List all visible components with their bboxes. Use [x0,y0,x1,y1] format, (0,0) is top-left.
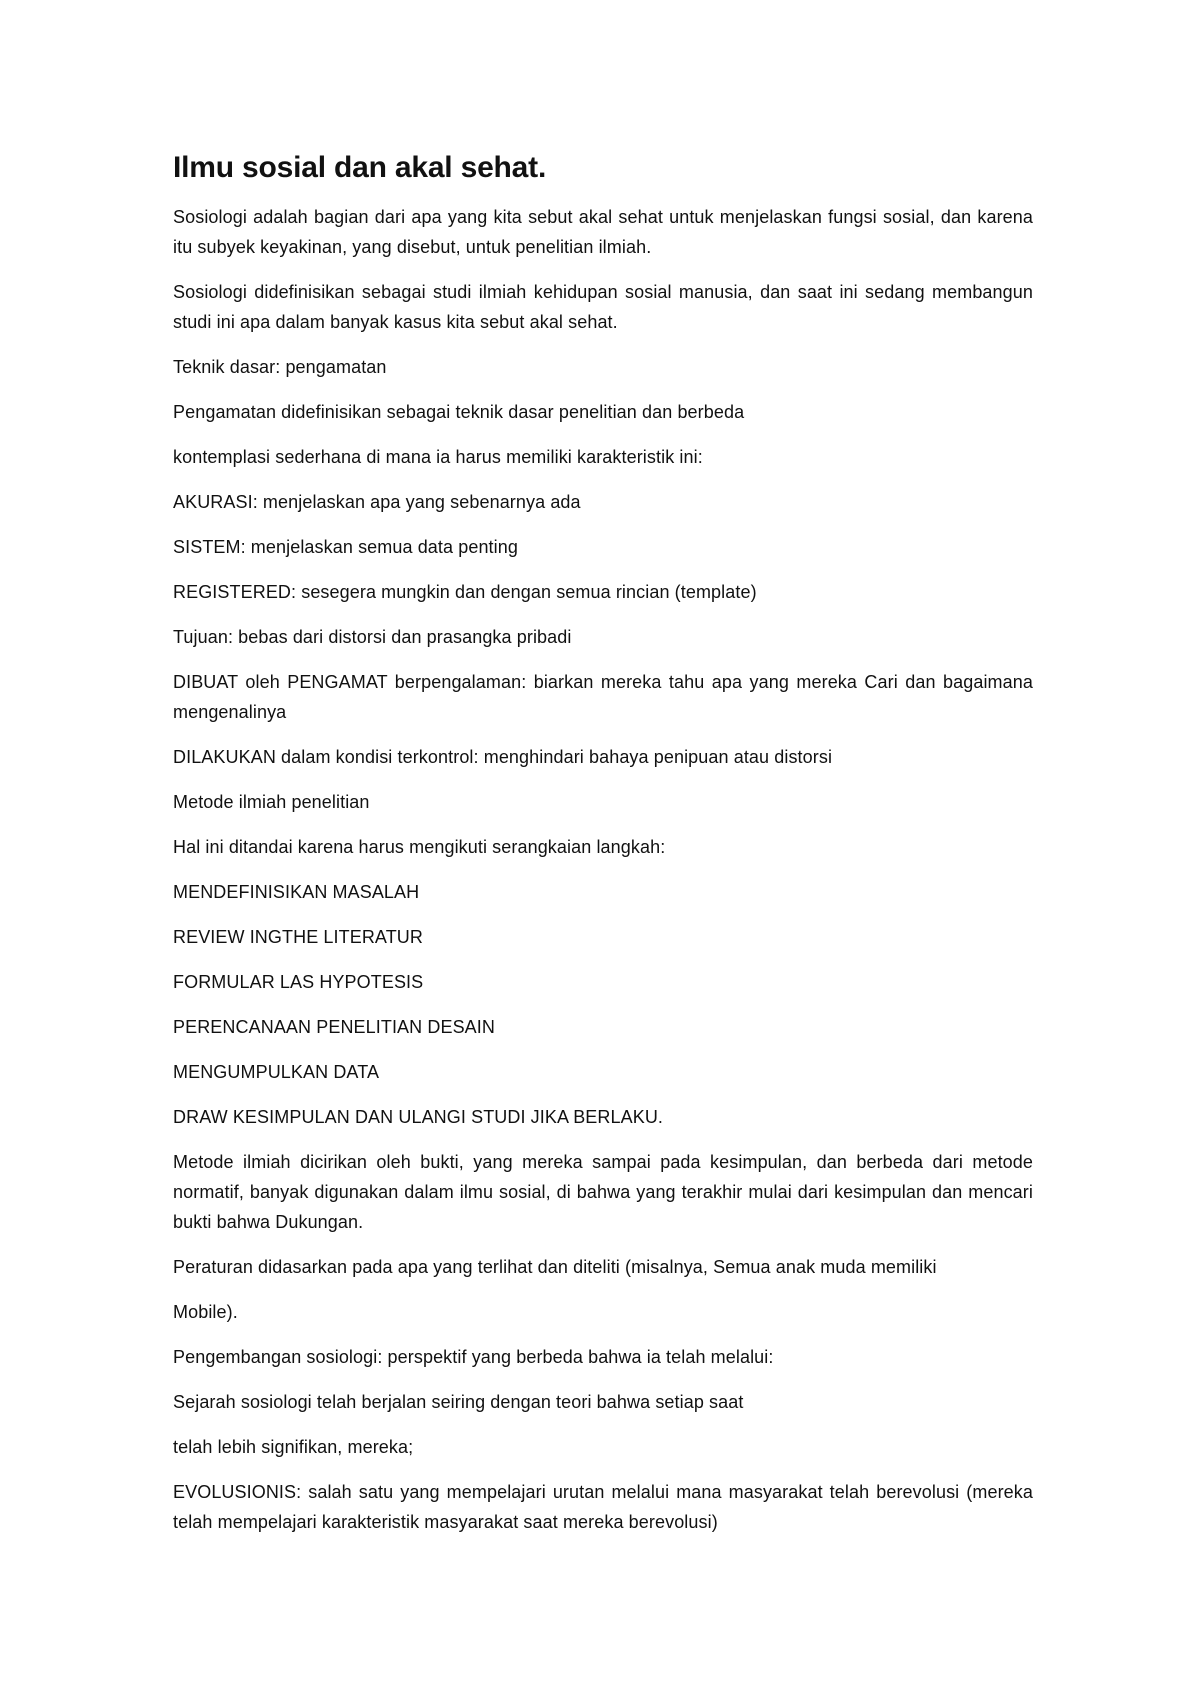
paragraph: AKURASI: menjelaskan apa yang sebenarnya ada [173,492,581,512]
paragraph: Metode ilmiah dicirikan oleh bukti, yang mereka sampai pada kesimpulan, dan berbeda dari metode normatif, banyak digunakan dalam ilmu sosial, di bahwa yang terakhir mulai dari kesimpulan dan mencari bukti bahwa Dukungan. [173,1152,1033,1232]
paragraph: Sejarah sosiologi telah berjalan seiring dengan teori bahwa setiap saat [173,1392,744,1412]
paragraph: Sosiologi didefinisikan sebagai studi ilmiah kehidupan sosial manusia, dan saat ini sedang membangun studi ini apa dalam banyak kasus kita sebut akal sehat. [173,282,1033,332]
paragraph: MENDEFINISIKAN MASALAH [173,882,420,902]
paragraph: kontemplasi sederhana di mana ia harus memiliki karakteristik ini: [173,447,703,467]
paragraph: Hal ini ditandai karena harus mengikuti serangkaian langkah: [173,837,666,857]
paragraph: SISTEM: menjelaskan semua data penting [173,537,518,557]
paragraph: DILAKUKAN dalam kondisi terkontrol: menghindari bahaya penipuan atau distorsi [173,747,833,767]
paragraph: Teknik dasar: pengamatan [173,357,387,377]
paragraph: DIBUAT oleh PENGAMAT berpengalaman: biarkan mereka tahu apa yang mereka Cari dan bagaimana mengenalinya [173,672,1033,722]
paragraph: FORMULAR LAS HYPOTESIS [173,972,424,992]
paragraph: Pengamatan didefinisikan sebagai teknik dasar penelitian dan berbeda [173,402,745,422]
document-page [173,150,1033,1552]
paragraph: DRAW KESIMPULAN DAN ULANGI STUDI JIKA BERLAKU. [173,1107,664,1127]
paragraph: Peraturan didasarkan pada apa yang terlihat dan diteliti (misalnya, Semua anak muda memiliki [173,1257,937,1277]
paragraph: telah lebih signifikan, mereka; [173,1437,414,1457]
paragraph: REVIEW INGTHE LITERATUR [173,927,423,947]
paragraph: Pengembangan sosiologi: perspektif yang berbeda bahwa ia telah melalui: [173,1347,774,1367]
paragraph: REGISTERED: sesegera mungkin dan dengan semua rincian (template) [173,582,757,602]
paragraph: PERENCANAAN PENELITIAN DESAIN [173,1017,495,1037]
paragraph: Tujuan: bebas dari distorsi dan prasangka pribadi [173,627,572,647]
paragraph: Mobile). [173,1302,238,1322]
paragraph: Sosiologi adalah bagian dari apa yang kita sebut akal sehat untuk menjelaskan fungsi sosial, dan karena itu subyek keyakinan, yang disebut, untuk penelitian ilmiah. [173,207,1033,257]
document-title: Ilmu sosial dan akal sehat. [173,151,547,184]
paragraph: Metode ilmiah penelitian [173,792,370,812]
paragraph: EVOLUSIONIS: salah satu yang mempelajari urutan melalui mana masyarakat telah berevolusi (mereka telah mempelajari karakteristik masyarakat saat mereka berevolusi) [173,1482,1033,1532]
paragraph: MENGUMPULKAN DATA [173,1062,380,1082]
